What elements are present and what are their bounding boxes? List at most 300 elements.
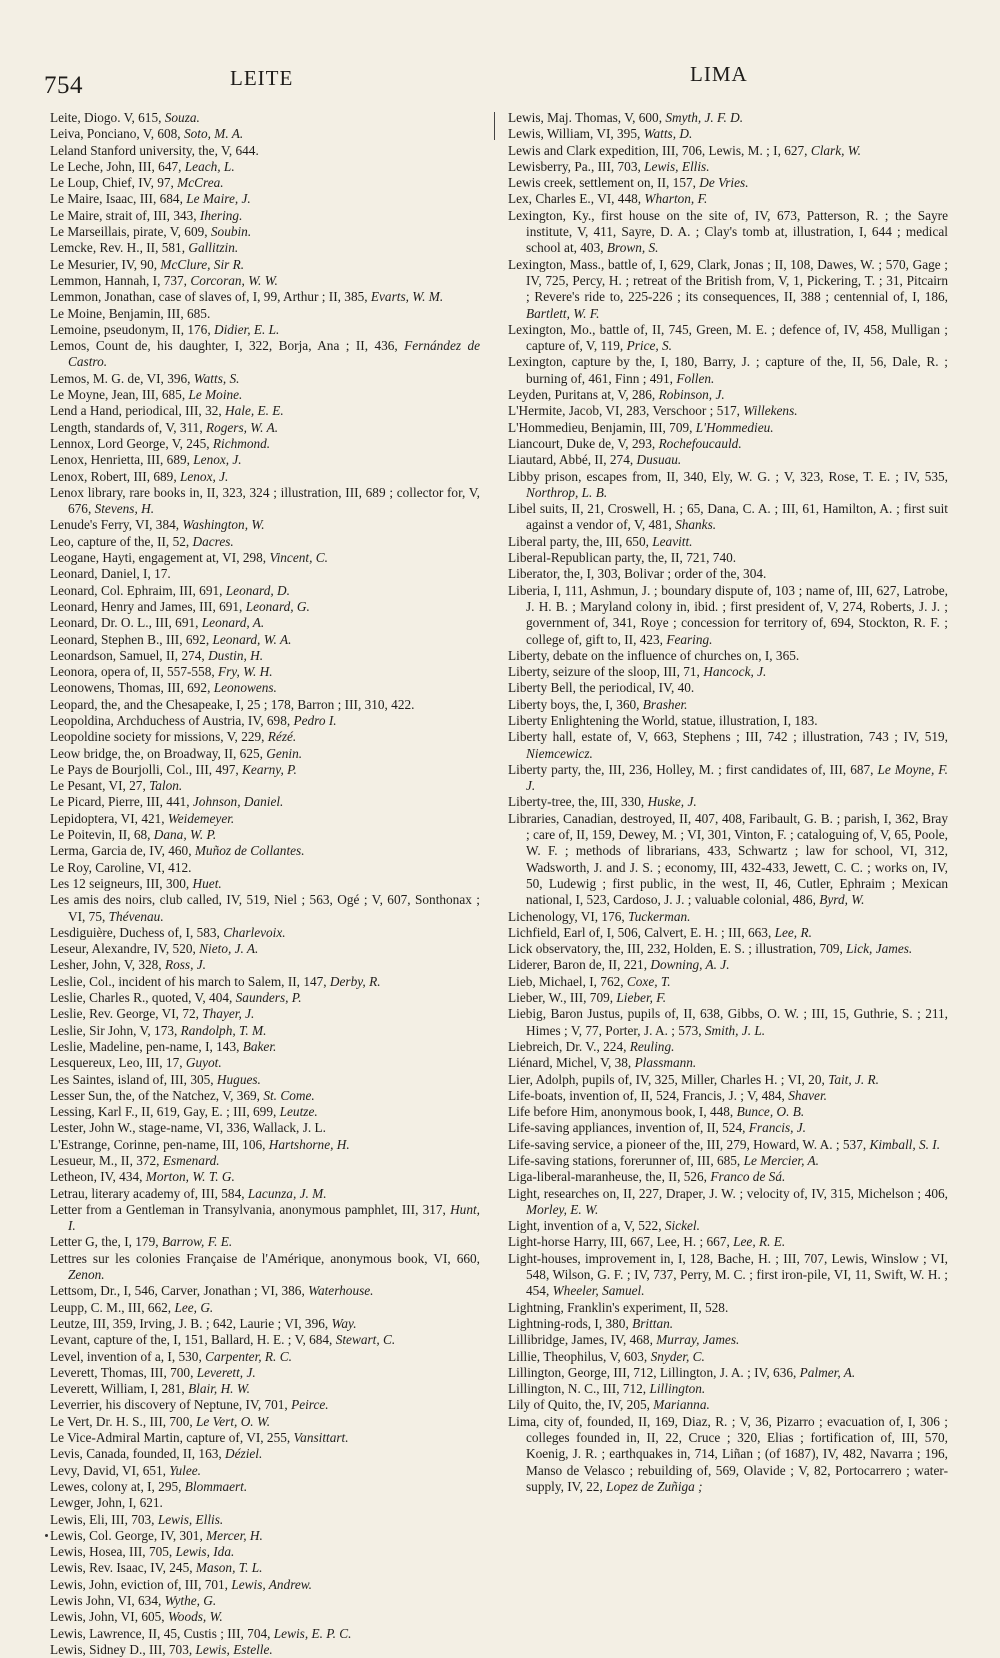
entry-reference: Leverett, J. [196, 1364, 256, 1380]
index-entry [50, 1479, 480, 1495]
entry-text: Leland Stanford university, the, V, 644. [50, 142, 259, 158]
index-entry [50, 843, 480, 859]
entry-reference: Niemcewicz. [526, 745, 593, 761]
entry-reference: Rogers, W. A. [205, 419, 279, 435]
index-entry [50, 1137, 480, 1153]
index-entry [50, 729, 480, 745]
index-entry [50, 110, 480, 126]
index-entry [50, 534, 480, 550]
index-entry [508, 436, 948, 452]
entry-text: Leonora, opera of, II, 557-558, [50, 664, 218, 680]
index-entry [50, 1088, 480, 1104]
index-entry [50, 1169, 480, 1185]
index-entry [50, 1642, 480, 1658]
entry-reference: Leonard, W. A. [212, 631, 292, 647]
entry-reference: Esmenard. [162, 1153, 220, 1168]
index-entry [508, 1218, 948, 1234]
index-entry [50, 697, 480, 713]
entry-text: Les Saintes, island of, III, 305, [50, 1071, 217, 1087]
entry-text: Lillibridge, James, IV, 468, [508, 1332, 657, 1348]
entry-text: Liberty-tree, the, III, 330, [508, 794, 648, 810]
entry-text: Liebreich, Dr. V., 224, [508, 1038, 630, 1054]
entry-text: Lieber, W., III, 709, [508, 990, 617, 1006]
index-entry [508, 729, 948, 762]
entry-reference: Carpenter, R. C. [205, 1348, 292, 1364]
entry-reference: Smith, J. L. [704, 1022, 766, 1038]
entry-reference: Charlevoix. [223, 924, 286, 940]
index-entry [50, 632, 480, 648]
entry-text: Lewis, Maj. Thomas, V, 600, [508, 110, 666, 125]
entry-text: Le Pesant, VI, 27, [50, 778, 150, 794]
entry-text: Le Maire, strait of, III, 343, [50, 207, 200, 223]
entry-text: Life-saving service, a pioneer of the, III, 279, Howard, W. A. ; 537, [508, 1136, 870, 1152]
entry-reference: Price, S. [626, 338, 672, 354]
entry-reference: Dusuau. [636, 452, 682, 468]
entry-text: Life-saving stations, forerunner of, III, 685, [508, 1153, 744, 1168]
entry-text: Les 12 seigneurs, III, 300, [50, 875, 193, 891]
entry-reference: Mason, T. L. [195, 1560, 263, 1576]
index-entry [50, 664, 480, 680]
entry-reference: Downing, A. J. [650, 957, 730, 973]
index-entry [508, 175, 948, 191]
entry-reference: St. Come. [263, 1087, 315, 1103]
index-entry [508, 1186, 948, 1219]
entry-text: Le Vert, Dr. H. S., III, 700, [50, 1413, 196, 1429]
entry-text: Liberator, the, I, 303, Bolivar ; order of the, 304. [508, 566, 767, 582]
entry-reference: Leonowens. [213, 680, 277, 696]
entry-text: Le Pays de Bourjolli, Col., III, 497, [50, 761, 243, 777]
index-entry [50, 892, 480, 925]
entry-text: Le Moyne, Jean, III, 685, [50, 387, 189, 403]
entry-reference: Shaver. [788, 1087, 827, 1103]
entry-text: Liberty hall, estate of, V, 663, Stephens ; III, 742 ; illustration, 743 ; IV, 519, [508, 729, 948, 745]
index-entry [50, 648, 480, 664]
entry-text: Liénard, Michel, V, 38, [508, 1055, 635, 1071]
left-column [50, 110, 480, 1658]
entry-text: Lewis, John, eviction of, III, 701, [50, 1576, 232, 1592]
index-entry [50, 1495, 480, 1511]
entry-text: Lewis, Hosea, III, 705, [50, 1544, 176, 1560]
index-entry [50, 680, 480, 696]
index-entry [50, 599, 480, 615]
index-entry [50, 175, 480, 191]
entry-text: Lier, Adolph, pupils of, IV, 325, Miller, Charles H. ; VI, 20, [508, 1071, 829, 1087]
entry-reference: Le Mercier, A. [743, 1153, 819, 1168]
entry-text: Leslie, Madeline, pen-name, I, 143, [50, 1038, 243, 1054]
entry-reference: Rézé. [267, 729, 297, 745]
index-entry [50, 452, 480, 468]
entry-text: Lewis, Col. George, IV, 301, [50, 1527, 207, 1543]
entry-text: Liberty boys, the, I, 360, [508, 696, 643, 712]
index-entry [508, 452, 948, 468]
entry-text: Lima, city of, founded, II, 169, Diaz, R. ; V, 36, Pizarro ; evacuation of, I, 306 ; colleges founded in, II, 22, Cruce ; 320, Elias ; fortification of, III, 570, Koenig, J. R. ; earthquakes in, 714, Liñan ; (of 1687), IV, 482, Navarra ; 196, Manso de Velasco ; rebuilding of, 569, Olavide ; V, 82, Portocarrero ; water-supply, IV, 22, [508, 1413, 948, 1494]
entry-reference: Le Moine. [188, 387, 243, 403]
index-entry [508, 925, 948, 941]
entry-text: Leonard, Daniel, I, 17. [50, 566, 171, 582]
entry-text: Leverett, William, I, 281, [50, 1381, 189, 1397]
entry-text: Lester, John W., stage-name, VI, 336, Wallack, J. L. [50, 1120, 326, 1136]
entry-reference: Vansittart. [293, 1430, 349, 1446]
entry-reference: Thévenau. [108, 908, 164, 924]
entry-reference: Hartshorne, H. [268, 1136, 350, 1152]
entry-text: Liberty, seizure of the sloop, III, 71, [508, 664, 704, 680]
entry-reference: Hunt, I. [68, 1201, 480, 1234]
entry-reference: Barrow, F. E. [161, 1234, 233, 1250]
index-entry [508, 648, 948, 664]
index-entry [50, 1072, 480, 1088]
entry-reference: Mercer, H. [206, 1527, 263, 1543]
entry-text: Levis, Canada, founded, II, 163, [50, 1446, 226, 1462]
entry-reference: Byrd, W. [819, 892, 865, 908]
entry-reference: Souza. [164, 110, 200, 125]
index-entry [50, 1349, 480, 1365]
index-entry [508, 1088, 948, 1104]
entry-text: Leslie, Rev. George, VI, 72, [50, 1006, 203, 1022]
entry-text: Life-boats, invention of, II, 524, Francis, J. ; V, 484, [508, 1087, 789, 1103]
entry-reference: Fernández de Castro. [68, 338, 480, 370]
entry-reference: Franco de Sá. [710, 1169, 786, 1185]
entry-text: Leiva, Ponciano, V, 608, [50, 126, 184, 142]
entry-text: Liebig, Baron Justus, pupils of, II, 638, Gibbs, O. W. ; III, 15, Guthrie, S. ; 211, Himes ; V, 77, Porter, J. A. ; 573, [508, 1006, 948, 1038]
index-entry [50, 1251, 480, 1284]
index-entry [50, 469, 480, 485]
entry-text: Light, invention of a, V, 522, [508, 1218, 665, 1234]
entry-reference: Saunders, P. [235, 990, 302, 1006]
index-entry [50, 1609, 480, 1625]
entry-reference: Lenox, J. [193, 452, 242, 468]
index-entry [508, 1120, 948, 1136]
bullet-mark [45, 1534, 48, 1537]
entry-text: Lexington, Mo., battle of, II, 745, Green, M. E. ; defence of, IV, 458, Mulligan ; capture of, V, 119, [508, 321, 948, 354]
index-entry [50, 876, 480, 892]
page-number: 754 [44, 72, 83, 99]
entry-reference: Hale, E. E. [225, 403, 284, 419]
index-entry [50, 1039, 480, 1055]
entry-text: Leonardson, Samuel, II, 274, [50, 647, 209, 663]
entry-text: Leonowens, Thomas, III, 692, [50, 680, 214, 696]
entry-reference: Plassmann. [634, 1055, 697, 1071]
entry-reference: Blair, H. W. [188, 1381, 251, 1397]
index-entry [508, 974, 948, 990]
entry-reference: Huet. [192, 875, 222, 891]
index-entry [50, 1120, 480, 1136]
entry-text: Lewis and Clark expedition, III, 706, Lewis, M. ; I, 627, [508, 142, 811, 158]
entry-reference: Thayer, J. [202, 1006, 255, 1022]
entry-reference: Leavitt. [652, 533, 693, 549]
entry-reference: Lewis, Ida. [175, 1544, 235, 1560]
entry-text: Lemmon, Jonathan, case of slaves of, I, 99, Arthur ; II, 385, [50, 289, 371, 305]
entry-text: Life-saving appliances, invention of, II, 524, [508, 1120, 749, 1136]
entry-text: Liberty Bell, the periodical, IV, 40. [508, 680, 695, 696]
entry-text: Libel suits, II, 21, Croswell, H. ; 65, Dana, C. A. ; III, 61, Hamilton, A. ; first suit against a vendor of, V, 481, [508, 501, 948, 533]
entry-reference: Hancock, J. [703, 664, 767, 680]
entry-text: Length, standards of, V, 311, [50, 419, 206, 435]
entry-reference: Follen. [676, 370, 715, 386]
entry-reference: Hugues. [216, 1071, 261, 1087]
index-entry [50, 1528, 480, 1544]
entry-text: Lewis John, VI, 634, [50, 1593, 165, 1609]
entry-reference: McClure, Sir R. [160, 256, 245, 272]
entry-text: Lemos, Count de, his daughter, I, 322, Borja, Ana ; II, 436, [50, 338, 405, 354]
index-entry [50, 1300, 480, 1316]
entry-reference: Le Maire, J. [186, 191, 251, 207]
entry-reference: Lick, James. [846, 941, 913, 957]
entry-text: Lichenology, VI, 176, [508, 908, 629, 924]
entry-text: Le Picard, Pierre, III, 441, [50, 794, 193, 810]
index-entry [50, 778, 480, 794]
index-entry [50, 925, 480, 941]
index-entry [50, 974, 480, 990]
entry-text: Liberia, I, 111, Ashmun, J. ; boundary dispute of, 103 ; name of, III, 627, Latrobe, J. H. B. ; Maryland colony in, ibid. ; first president of, V, 274, Roberts, J. J. ; government of, 341, Roye ; concession for territory of, 694, Stockton, R. F. ; college of, gift to, II, 423, [508, 582, 948, 647]
entry-reference: Coxe, T. [626, 973, 671, 989]
index-entry [50, 1234, 480, 1250]
entry-reference: Lee, R. E. [733, 1234, 786, 1250]
entry-reference: Tait, J. R. [828, 1071, 879, 1087]
index-entry [508, 811, 948, 909]
entry-text: Lillie, Theophilus, V, 603, [508, 1348, 651, 1364]
index-entry [50, 224, 480, 240]
entry-reference: Lee, G. [174, 1299, 214, 1315]
entry-text: Le Marseillais, pirate, V, 609, [50, 224, 211, 240]
entry-text: Lillington, George, III, 712, Lillington, J. A. ; IV, 636, [508, 1364, 800, 1380]
index-entry [50, 1544, 480, 1560]
index-entry [50, 1153, 480, 1169]
index-entry [508, 126, 948, 142]
index-entry [50, 1055, 480, 1071]
entry-reference: McCrea. [177, 175, 224, 191]
entry-text: Lemos, M. G. de, VI, 396, [50, 370, 194, 386]
entry-reference: Fry, W. H. [218, 664, 273, 680]
entry-text: Leopoldina, Archduchess of Austria, IV, 698, [50, 712, 294, 728]
entry-text: Le Loup, Chief, IV, 97, [50, 175, 178, 191]
entry-text: Le Roy, Caroline, VI, 412. [50, 859, 192, 875]
index-entry [50, 338, 480, 371]
entry-text: Light-houses, improvement in, I, 128, Bache, H. ; III, 707, Lewis, Winslow ; VI, 548, Wilson, G. F. ; IV, 737, Perry, M. C. ; first iron-pile, VI, 11, Swift, W. H. ; 454, [508, 1250, 948, 1299]
entry-reference: Reuling. [629, 1038, 675, 1054]
index-entry [508, 322, 948, 355]
entry-reference: Willekens. [743, 403, 798, 419]
entry-reference: Snyder, C. [650, 1348, 705, 1364]
index-entry [508, 1072, 948, 1088]
entry-reference: Sickel. [664, 1218, 700, 1234]
entry-text: Levy, David, VI, 651, [50, 1462, 170, 1478]
index-entry [50, 583, 480, 599]
index-entry [508, 1153, 948, 1169]
index-entry [508, 1251, 948, 1300]
entry-reference: Kearny, P. [242, 761, 297, 777]
entry-text: Leogane, Hayti, engagement at, VI, 298, [50, 550, 270, 566]
entry-reference: Stewart, C. [335, 1332, 396, 1348]
entry-text: Lewes, colony at, I, 295, [50, 1478, 185, 1494]
entry-text: Lex, Charles E., VI, 448, [508, 191, 645, 207]
index-entry [508, 1104, 948, 1120]
entry-text: Leopoldine society for missions, V, 229, [50, 729, 268, 745]
entry-reference: Lewis, E. P. C. [273, 1625, 352, 1641]
index-entry [50, 957, 480, 973]
entry-reference: Smyth, J. F. D. [665, 110, 744, 125]
index-entry [508, 1365, 948, 1381]
entry-text: Letheon, IV, 434, [50, 1169, 146, 1185]
index-entry [508, 1039, 948, 1055]
index-entry [508, 159, 948, 175]
index-entry [50, 1104, 480, 1120]
entry-text: Libraries, Canadian, destroyed, II, 407, 408, Faribault, G. B. ; parish, I, 362, Bray ; care of, II, 159, Dewey, M. ; VI, 301, Vinton, F. ; cataloguing of, V, 65, Poole, W. F. ; methods of librarians, 433, Schwartz ; law for school, VI, 312, Wadsworth, J. and J. S. ; economy, III, 432-433, Jewett, C. C. ; works on, IV, 50, Ludewig ; first public, in the west, II, 46, Cutler, Ephraim ; Mexican national, I, 523, Cardoso, J. J. ; valuable colonial, 486, [508, 810, 948, 908]
entry-reference: Lieber, F. [616, 990, 667, 1006]
index-entry [50, 1023, 480, 1039]
entry-reference: Robinson, J. [658, 387, 725, 403]
entry-reference: Gallitzin. [188, 240, 239, 256]
index-entry [50, 240, 480, 256]
entry-reference: Leach, L. [184, 158, 235, 174]
entry-text: Letter from a Gentleman in Transylvania, anonymous pamphlet, III, 317, [50, 1201, 451, 1217]
index-entry [50, 322, 480, 338]
entry-text: Leseur, Alexandre, IV, 520, [50, 941, 200, 957]
index-entry [508, 664, 948, 680]
entry-reference: Lewis, Andrew. [231, 1576, 312, 1592]
entry-text: Le Mesurier, IV, 90, [50, 256, 161, 272]
index-entry [50, 1186, 480, 1202]
entry-text: Lewger, John, I, 621. [50, 1495, 163, 1511]
index-entry [508, 1414, 948, 1495]
entry-reference: Watts, D. [643, 126, 693, 142]
index-entry [508, 1316, 948, 1332]
entry-text: Lettres sur les colonies Française de l'Amérique, anonymous book, VI, 660, [50, 1250, 480, 1266]
entry-reference: Randolph, T. M. [180, 1022, 267, 1038]
entry-text: Liberal-Republican party, the, II, 721, 740. [508, 550, 737, 566]
entry-reference: Ross, J. [164, 957, 206, 973]
entry-reference: Evarts, W. M. [370, 289, 444, 305]
index-entry [50, 289, 480, 305]
entry-reference: Wharton, F. [644, 191, 708, 207]
index-entry [50, 1332, 480, 1348]
running-head-left: LEITE [230, 66, 294, 90]
index-entry [50, 143, 480, 159]
index-entry [50, 1397, 480, 1413]
entry-text: Lexington, capture by the, I, 180, Barry, J. ; capture of the, II, 56, Dale, R. ; burning of, 461, Finn ; 491, [508, 354, 948, 386]
entry-text: Lepidoptera, VI, 421, [50, 810, 168, 826]
entry-text: Lemcke, Rev. H., II, 581, [50, 240, 189, 256]
index-entry [508, 680, 948, 696]
index-entry [50, 827, 480, 843]
entry-text: Lightning-rods, I, 380, [508, 1315, 633, 1331]
entry-text: Lexington, Mass., battle of, I, 629, Clark, Jonas ; II, 108, Dawes, W. ; 570, Gage ; IV, 725, Percy, H. ; retreat of the British from, V, 1, Pickering, T. ; 31, Pitcairn ; Revere's ride to, 225-226 ; its consequences, II, 388 ; centennial of, I, 186, [508, 256, 948, 305]
index-entry [50, 1446, 480, 1462]
index-entry [50, 713, 480, 729]
entry-text: Lichfield, Earl of, I, 506, Calvert, E. H. ; III, 663, [508, 924, 775, 940]
entry-reference: Leonard, G. [245, 598, 310, 614]
entry-text: Lewis, Rev. Isaac, IV, 245, [50, 1560, 196, 1576]
entry-text: Lend a Hand, periodical, III, 32, [50, 403, 226, 419]
entry-text: L'Estrange, Corinne, pen-name, III, 106, [50, 1136, 269, 1152]
entry-reference: Le Moyne, F. J. [526, 761, 948, 794]
index-entry [508, 1169, 948, 1185]
entry-reference: Lee, R. [774, 924, 812, 940]
index-entry [508, 713, 948, 729]
entry-reference: Bunce, O. B. [736, 1104, 805, 1120]
entry-reference: Baker. [242, 1038, 277, 1054]
entry-reference: Morton, W. T. G. [145, 1169, 235, 1185]
index-entry [50, 1414, 480, 1430]
entry-reference: Lewis, Estelle. [195, 1641, 273, 1657]
entry-reference: Lopez de Zuñiga ; [606, 1478, 703, 1494]
index-entry [50, 403, 480, 419]
index-entry [508, 1300, 948, 1316]
entry-text: Lenox library, rare books in, II, 323, 324 ; illustration, III, 689 ; collector for, V, 676, [50, 484, 480, 517]
index-entry [50, 990, 480, 1006]
entry-text: Lick observatory, the, III, 232, Holden, E. S. ; illustration, 709, [508, 941, 847, 957]
entry-text: Lieb, Michael, I, 762, [508, 973, 627, 989]
index-entry [50, 420, 480, 436]
entry-text: Liberty party, the, III, 236, Holley, M. ; first candidates of, III, 687, [508, 761, 878, 777]
entry-text: Lessing, Karl F., II, 619, Gay, E. ; III, 699, [50, 1104, 280, 1120]
entry-text: Levant, capture of the, I, 151, Ballard, H. E. ; V, 684, [50, 1332, 336, 1348]
entry-text: Lesueur, M., II, 372, [50, 1153, 163, 1168]
entry-reference: Kimball, S. I. [869, 1136, 941, 1152]
entry-reference: Huske, J. [647, 794, 697, 810]
entry-reference: Talon. [149, 778, 183, 794]
entry-text: Leonard, Dr. O. L., III, 691, [50, 615, 202, 631]
right-column [508, 110, 948, 1495]
entry-reference: Leonard, A. [201, 615, 265, 631]
index-entry [50, 941, 480, 957]
entry-text: Lenude's Ferry, VI, 384, [50, 517, 183, 533]
index-entry [508, 794, 948, 810]
entry-reference: Brown, S. [606, 240, 659, 256]
entry-text: Leslie, Sir John, V, 173, [50, 1022, 181, 1038]
entry-text: Light, researches on, II, 227, Draper, J. W. ; velocity of, IV, 315, Michelson ; 406, [508, 1185, 948, 1201]
entry-reference: Genin. [266, 745, 303, 761]
index-entry [50, 436, 480, 452]
entry-text: Lennox, Lord George, V, 245, [50, 435, 213, 451]
index-entry [50, 257, 480, 273]
index-entry [508, 550, 948, 566]
entry-text: Le Leche, John, III, 647, [50, 158, 185, 174]
entry-reference: Wythe, G. [164, 1593, 217, 1609]
index-entry [508, 583, 948, 648]
index-entry [50, 159, 480, 175]
index-entry [508, 387, 948, 403]
entry-text: Liancourt, Duke de, V, 293, [508, 435, 659, 451]
entry-reference: Zenon. [68, 1267, 105, 1283]
entry-text: Libby prison, escapes from, II, 340, Ely, W. G. ; V, 323, Rose, T. E. ; IV, 535, [508, 468, 948, 484]
entry-reference: Soubin. [210, 224, 252, 240]
entry-reference: Lewis, Ellis. [644, 158, 710, 174]
entry-text: Lillington, N. C., III, 712, [508, 1381, 650, 1397]
entry-reference: Lewis, Ellis. [157, 1511, 224, 1527]
index-entry [508, 762, 948, 795]
entry-reference: Ihering. [199, 207, 243, 223]
entry-reference: Lillington. [649, 1381, 706, 1397]
entry-reference: Yulee. [169, 1462, 201, 1478]
index-entry [50, 1463, 480, 1479]
entry-reference: Déziel. [225, 1446, 263, 1462]
entry-reference: Lacunza, J. M. [247, 1185, 327, 1201]
index-entry [50, 1626, 480, 1642]
entry-reference: Francis, J. [748, 1120, 807, 1136]
entry-text: Lemoine, pseudonym, II, 176, [50, 321, 214, 337]
index-entry [50, 306, 480, 322]
entry-reference: Stevens, H. [94, 501, 155, 517]
index-entry [50, 387, 480, 403]
entry-text: Liga-liberal-maranheuse, the, II, 526, [508, 1169, 711, 1185]
entry-reference: Wheeler, Samuel. [552, 1283, 645, 1299]
index-entry [508, 110, 948, 126]
entry-reference: L'Hommedieu. [695, 419, 774, 435]
entry-reference: Corcoran, W. W. [190, 272, 278, 288]
entry-text: Leyden, Puritans at, V, 286, [508, 387, 659, 403]
index-entry [50, 1512, 480, 1528]
entry-text: Leslie, Col., incident of his march to Salem, II, 147, [50, 973, 330, 989]
